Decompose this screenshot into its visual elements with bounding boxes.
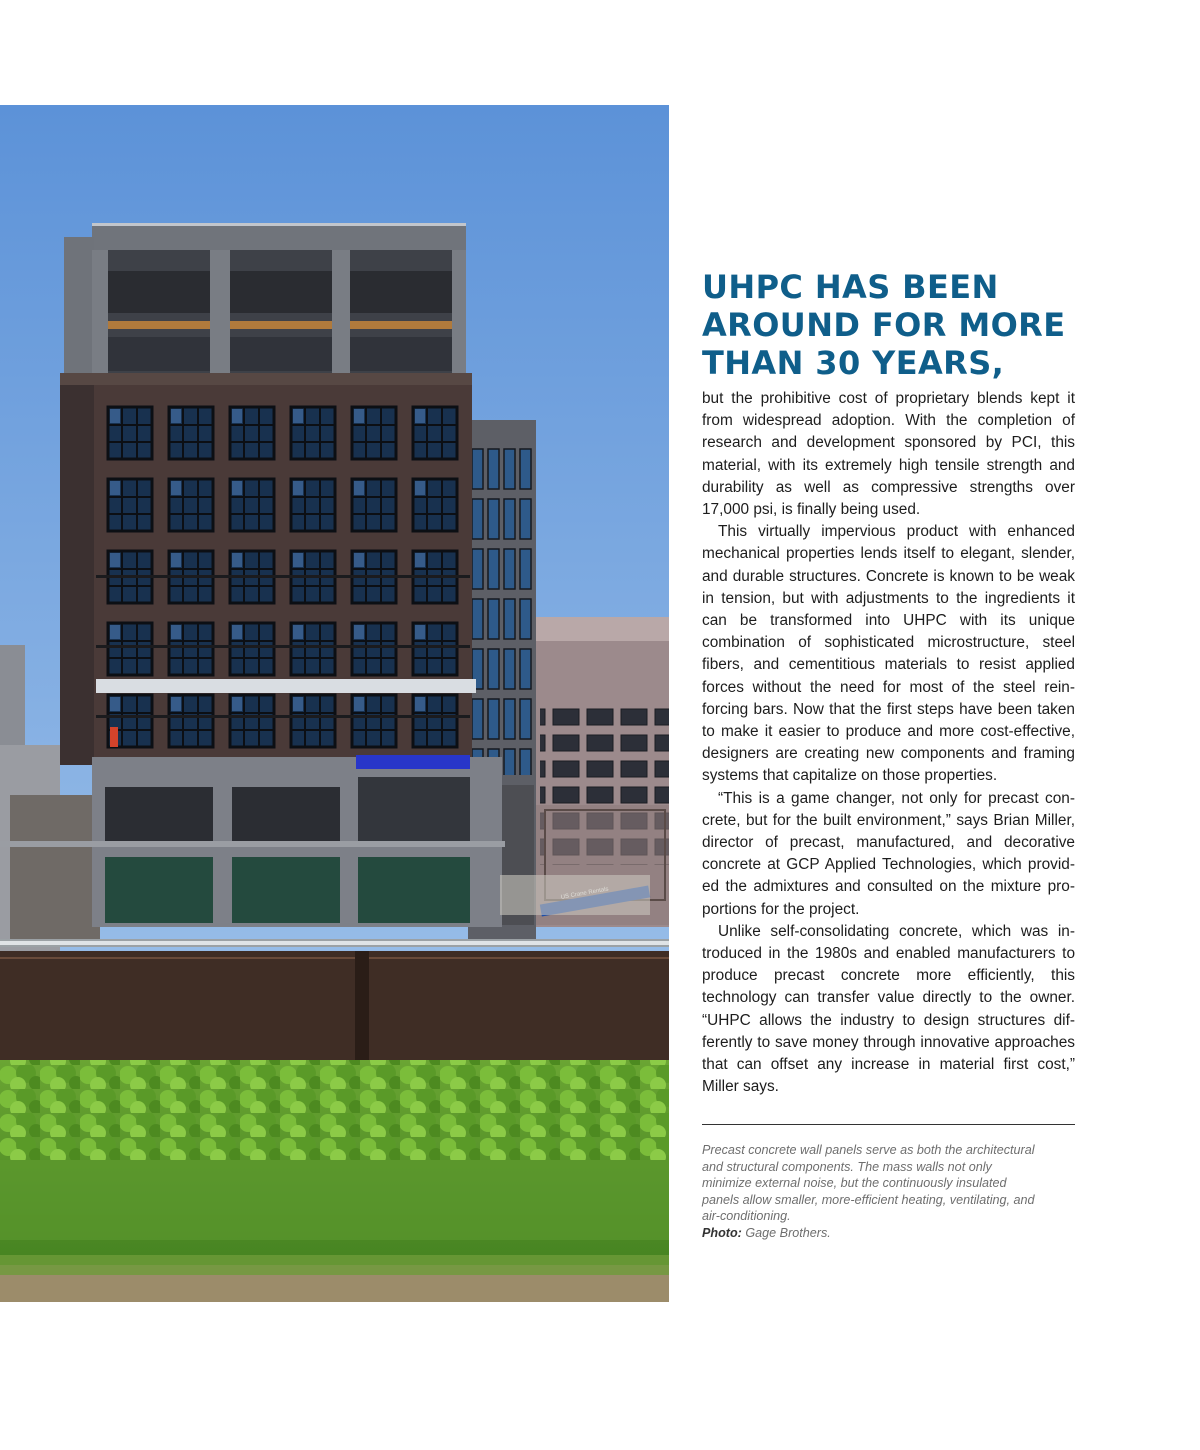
article-body	[702, 388, 1075, 1099]
caption-divider	[702, 1124, 1075, 1125]
building-photo-illustration	[0, 105, 669, 1302]
caption-text: Precast concrete wall panels serve as both the architectural and structural components. The mass walls not only minimize external noise, but the continuously insulated panels allow smaller, more-efficient heating, ventilating, and air-conditioning.	[702, 1143, 1035, 1224]
photo-caption	[702, 1142, 1042, 1242]
photo-credit: Gage Brothers.	[745, 1225, 831, 1240]
body-paragraph: This virtually impervious product with enhanced mechanical properties lends itself to elegant, slender, and durable structures. Concrete is known to be weak in tension, but with adjustments to the ingredients it can be transformed into UHPC with its unique combination of sophisticated microstructure, steel fibers, and cementitious materials to resist applied forces without the need for most of the steel reinforcing bars. Now that the first steps have been taken to make it easier to produce and more cost-effective, designers are creating new components and framing systems that capitalize on those properties.	[702, 523, 1075, 785]
building-photo	[0, 105, 669, 1302]
headline	[702, 268, 1075, 382]
body-paragraph: but the prohibitive cost of proprietary blends kept it from widespread adoption. With the completion of research and development sponsored by PCI, this material, with its extremely high tensile strength and durability as well as compressive strengths over 17,000 psi, is finally being used.	[702, 390, 1075, 519]
article	[702, 268, 1075, 1099]
headline-line: THAN 30 YEARS,	[702, 344, 1005, 382]
photo-credit-label: Photo:	[702, 1225, 742, 1240]
headline-line: AROUND FOR MORE	[702, 306, 1066, 344]
headline-line: UHPC HAS BEEN	[702, 268, 999, 306]
body-paragraph: Unlike self-consolidating concrete, which was introduced in the 1980s and enabled manufacturers to produce precast concrete more efficiently, this technology can transfer value directly to the owner. “UHPC allows the industry to design structures differently to save money through innovative approaches that can offset any increase in material first cost,” Miller says.	[702, 922, 1075, 1096]
body-paragraph: “This is a game changer, not only for precast concrete, but for the built environment,” says Brian Miller, director of precast, manufactured, and decorative concrete at GCP Applied Technologies, which provided the admixtures and consulted on the mixture proportions for the project.	[702, 789, 1075, 918]
